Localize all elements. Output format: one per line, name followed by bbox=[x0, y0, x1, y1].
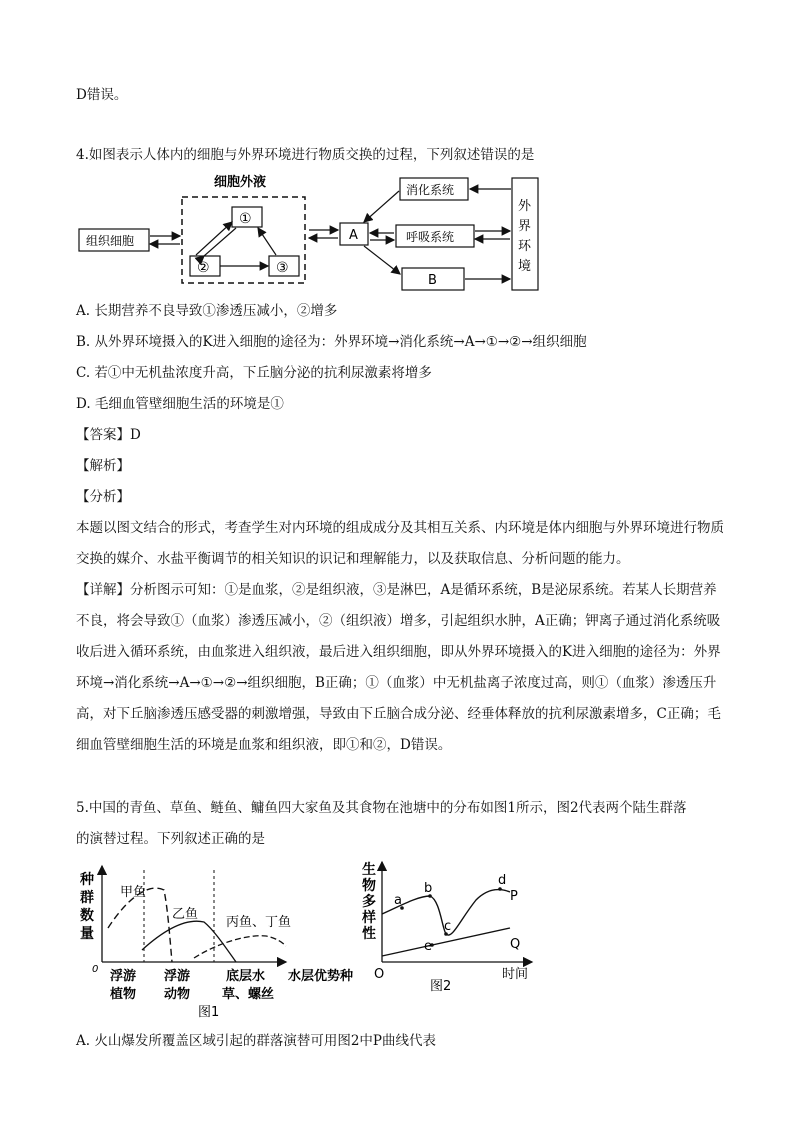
fig1-yi-curve bbox=[142, 921, 236, 962]
a-label: A bbox=[349, 228, 358, 243]
q5-option-a: A. 火山爆发所覆盖区域引起的群落演替可用图2中P曲线代表 bbox=[76, 1033, 437, 1049]
q5-stem-line2: 的演替过程。下列叙述正确的是 bbox=[76, 831, 265, 847]
fig1-x1-line2: 植物 bbox=[110, 987, 137, 1002]
q4-answer: 【答案】D bbox=[76, 427, 141, 443]
q5-stem-line1: 5.中国的青鱼、草鱼、鲢鱼、鳙鱼四大家鱼及其食物在池塘中的分布如图1所示，图2代表两个陆生群落 bbox=[76, 800, 687, 816]
fig2-origin: O bbox=[374, 967, 385, 982]
node3-label: ③ bbox=[276, 260, 289, 276]
previous-answer-end: D错误。 bbox=[76, 87, 128, 103]
env-char-2: 界 bbox=[518, 219, 532, 234]
node2-label: ② bbox=[197, 260, 210, 276]
q4-option-a: A. 长期营养不良导致①渗透压减小，②增多 bbox=[76, 303, 338, 319]
q4-stem: 4.如图表示人体内的细胞与外界环境进行物质交换的过程，下列叙述错误的是 bbox=[76, 147, 535, 163]
fig2-ylabel-4: 样 bbox=[362, 910, 376, 926]
q4-option-d: D. 毛细血管壁细胞生活的环境是① bbox=[76, 396, 284, 412]
fig1-x2-line2: 动物 bbox=[164, 987, 191, 1002]
fig1-caption: 图1 bbox=[198, 1005, 220, 1020]
fig1-x1-line1: 浮游 bbox=[110, 969, 137, 984]
q4-detail-heading: 【详解】 bbox=[76, 582, 130, 598]
resp-label: 呼吸系统 bbox=[406, 230, 455, 244]
fig1-yi-label: 乙鱼 bbox=[172, 907, 199, 922]
extracellular-title: 细胞外液 bbox=[214, 175, 267, 190]
fig2-label-e: e bbox=[424, 939, 432, 954]
b-label: B bbox=[428, 273, 437, 288]
digest-label: 消化系统 bbox=[406, 183, 455, 197]
node1-label: ① bbox=[239, 211, 252, 227]
fig2-label-p: P bbox=[510, 889, 518, 904]
fig1-ylabel-3: 数 bbox=[80, 908, 94, 924]
fig1-ylabel-2: 群 bbox=[80, 890, 94, 906]
fig2-label-a: a bbox=[394, 893, 402, 908]
fig1-jia-label: 甲鱼 bbox=[120, 885, 147, 900]
env-char-1: 外 bbox=[518, 199, 532, 214]
fig2-ylabel-1: 生 bbox=[362, 862, 376, 878]
fig2-xlabel: 时间 bbox=[502, 967, 529, 982]
fig1-origin: 0 bbox=[92, 964, 99, 975]
q4-fenxi-text: 本题以图文结合的形式，考查学生对内环境的组成成分及其相互关系、内环境是体内细胞与外界环境进行物质交换的媒介、水盐平衡调节的相关知识的识记和理解能力，以及获取信息、分析问题的能力。 bbox=[76, 520, 724, 567]
fig1-ylabel-1: 种 bbox=[80, 872, 94, 888]
q4-detail-text: 分析图示可知：①是血浆，②是组织液，③是淋巴，A是循环系统，B是泌尿系统。若某人长期营养不良，将会导致①（血浆）渗透压减小，②（组织液）增多，引起组织水肿，A正确；钾离子通过消化系统吸收后进入循环系统，由血浆进入组织液，最后进入组织细胞，即从外界环境摄入的K进入细胞的途径为：外界环境→消化系统→A→①→②→组织细胞，B正确；①（血浆）中无机盐离子浓度过高，则①（血浆）渗透压升高，对下丘脑渗透压感受器的刺激增强，导致由下丘脑合成分泌、经垂体释放的抗利尿激素增多，C正确；毛细血管壁细胞生活的环境是血浆和组织液，即①和②，D错误。 bbox=[76, 582, 721, 753]
fig2-label-d: d bbox=[498, 873, 507, 888]
env-char-3: 环 bbox=[518, 239, 532, 254]
fig2-label-q: Q bbox=[510, 937, 521, 952]
q4-option-c: C. 若①中无机盐浓度升高，下丘脑分泌的抗利尿激素将增多 bbox=[76, 365, 432, 381]
fig1-x3-line2: 草、螺丝 bbox=[222, 987, 275, 1002]
fig2-ylabel-5: 性 bbox=[362, 926, 376, 942]
fig2-label-b: b bbox=[424, 881, 433, 896]
q5-figure-1 bbox=[76, 860, 366, 1022]
q4-option-b: B. 从外界环境摄入的K进入细胞的途径为：外界环境→消化系统→A→①→②→组织细胞 bbox=[76, 334, 587, 350]
q5-figure-2 bbox=[360, 858, 540, 998]
q4-analysis-heading: 【解析】 bbox=[76, 458, 130, 474]
fig2-ylabel-2: 物 bbox=[362, 878, 376, 894]
fig1-x3-line1: 底层水 bbox=[226, 969, 266, 984]
fig1-ylabel-4: 量 bbox=[80, 926, 94, 942]
fig2-ylabel-3: 多 bbox=[362, 894, 376, 910]
q4-detail bbox=[76, 575, 726, 761]
fig1-bingding-curve bbox=[194, 936, 286, 958]
q4-fenxi-heading: 【分析】 bbox=[76, 489, 130, 505]
fig1-bingding-label: 丙鱼、丁鱼 bbox=[226, 915, 292, 930]
tissue-label: 组织细胞 bbox=[86, 234, 135, 248]
fig2-caption: 图2 bbox=[430, 979, 452, 994]
fig1-xlabel: 水层优势种 bbox=[288, 969, 354, 984]
fig1-x2-line1: 浮游 bbox=[164, 969, 191, 984]
fig2-label-c: c bbox=[444, 919, 452, 934]
q4-diagram bbox=[76, 170, 546, 295]
env-char-4: 境 bbox=[518, 259, 532, 274]
